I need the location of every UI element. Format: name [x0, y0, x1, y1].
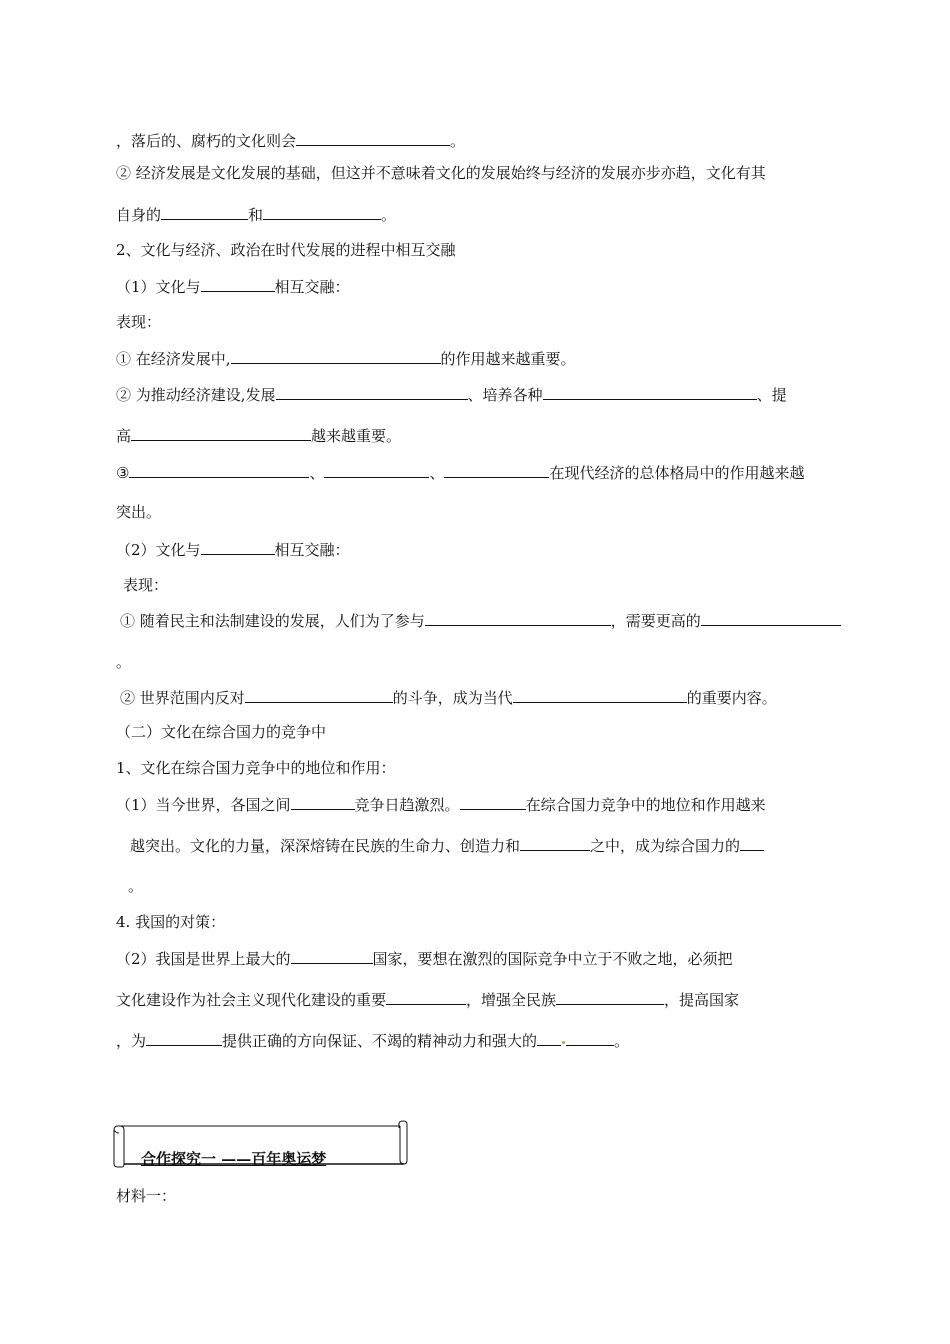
text: ① 随着民主和法制建设的发展，人们为了参与 [120, 612, 425, 630]
text: 、培养各种 [467, 386, 543, 404]
banner-title: 合作探究一 ——百年奥运梦 [141, 1150, 327, 1168]
text-line [130, 835, 764, 856]
text: 越突出。文化的力量，深深熔铸在民族的生命力、创造力和 [130, 837, 521, 855]
section-heading: （二）文化在综合国力的竞争中 [116, 723, 327, 741]
fill-blank[interactable] [263, 204, 381, 220]
text: 。 [128, 877, 144, 895]
text: 的作用越来越重要。 [440, 350, 576, 368]
fill-blank[interactable] [324, 462, 429, 478]
text: 1、文化在综合国力竞争中的地位和作用： [116, 759, 396, 777]
text: 、 [309, 464, 325, 482]
text: ② 世界范围内反对 [120, 689, 245, 707]
text: 文化建设作为社会主义现代化建设的重要 [116, 991, 387, 1009]
text: 相互交融： [274, 541, 350, 559]
text-line [116, 722, 326, 742]
fill-blank[interactable] [543, 384, 757, 400]
text: ③ [116, 464, 130, 482]
text-line [116, 163, 766, 183]
text: 竞争日趋激烈。 [354, 796, 460, 814]
text: 4. 我国的对策： [116, 913, 226, 931]
text: 国家，要想在激烈的国际竞争中立于不败之地，必须把 [372, 950, 733, 968]
text-line [116, 204, 396, 225]
material-label: 材料一： [116, 1187, 177, 1205]
mark-dot [562, 1041, 565, 1044]
fill-blank[interactable] [296, 130, 450, 146]
text-line [116, 539, 350, 560]
fill-blank[interactable] [537, 1030, 561, 1046]
text: 。 [614, 1032, 630, 1050]
fill-blank[interactable] [556, 989, 664, 1005]
text: 。 [381, 206, 397, 224]
fill-blank[interactable] [701, 610, 841, 626]
fill-blank[interactable] [245, 687, 393, 703]
text: 越来越重要。 [311, 427, 402, 445]
fill-blank[interactable] [131, 425, 311, 441]
text: ② 经济发展是文化发展的基础，但这并不意味着文化的发展始终与经济的发展亦步亦趋，文化有其 [116, 164, 766, 182]
text-line [116, 502, 161, 522]
text-line [116, 948, 733, 969]
fill-blank[interactable] [740, 835, 764, 851]
fill-blank[interactable] [201, 539, 275, 555]
text-line [120, 687, 777, 708]
section-heading: 2、文化与经济、政治在时代发展的进程中相互交融 [116, 241, 456, 259]
text: 相互交融： [274, 278, 350, 296]
fill-blank[interactable] [513, 687, 687, 703]
text-line [128, 876, 143, 896]
text-line [116, 794, 766, 815]
text-line [116, 989, 739, 1010]
fill-blank[interactable] [201, 276, 275, 292]
text: ，为 [116, 1032, 147, 1050]
fill-blank[interactable] [386, 989, 466, 1005]
text: （2）我国是世界上最大的 [116, 950, 291, 968]
text: （1）当今世界，各国之间 [116, 796, 291, 814]
fill-blank[interactable] [276, 384, 468, 400]
fill-blank[interactable] [460, 794, 526, 810]
fill-blank[interactable] [291, 794, 355, 810]
text: ，提高国家 [664, 991, 740, 1009]
text: 之中，成为综合国力的 [590, 837, 741, 855]
text: （2）文化与 [116, 541, 201, 559]
fill-blank[interactable] [129, 462, 309, 478]
text: 在综合国力竞争中的地位和作用越来 [525, 796, 766, 814]
text-line [116, 652, 131, 672]
text-line [116, 348, 576, 369]
text: 的斗争，成为当代 [392, 689, 513, 707]
text: ① 在经济发展中, [116, 350, 231, 368]
text: 表现： [123, 576, 169, 594]
text: （1）文化与 [116, 278, 201, 296]
text-line [116, 1030, 629, 1051]
text: 。 [116, 653, 132, 671]
text-line [123, 575, 168, 595]
text: 。 [450, 132, 466, 150]
fill-blank[interactable] [146, 1030, 222, 1046]
text-line [116, 276, 350, 297]
fill-blank[interactable] [566, 1030, 614, 1046]
text: ，需要更高的 [610, 612, 701, 630]
text: ，增强全民族 [466, 991, 557, 1009]
text-line [120, 610, 841, 631]
text: ，落后的、腐朽的文化则会 [116, 132, 297, 150]
text-line [116, 462, 805, 483]
text-line [116, 130, 465, 151]
text: 表现： [116, 313, 162, 331]
fill-blank[interactable] [425, 610, 611, 626]
text: ② 为推动经济建设,发展 [116, 386, 276, 404]
text: 和 [248, 206, 264, 224]
text: 的重要内容。 [686, 689, 777, 707]
text: 高 [116, 427, 132, 445]
text: 、 [429, 464, 445, 482]
fill-blank[interactable] [161, 204, 248, 220]
text: 在现代经济的总体格局中的作用越来越 [549, 464, 805, 482]
text-line [116, 758, 396, 778]
text-line [116, 384, 787, 405]
text-line [116, 240, 456, 260]
fill-blank[interactable] [291, 948, 373, 964]
fill-blank[interactable] [444, 462, 549, 478]
text-line [116, 312, 161, 332]
text-line [116, 425, 401, 446]
text: 、提 [756, 386, 787, 404]
text: 突出。 [116, 503, 162, 521]
fill-blank[interactable] [231, 348, 441, 364]
text: 提供正确的方向保证、不竭的精神动力和强大的 [222, 1032, 538, 1050]
fill-blank[interactable] [520, 835, 590, 851]
text: 自身的 [116, 206, 162, 224]
text-line [116, 912, 225, 932]
